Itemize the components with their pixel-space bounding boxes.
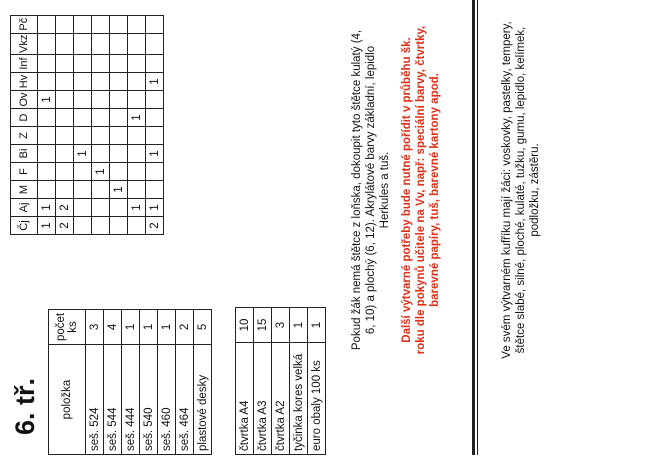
subject-cell: [146, 127, 164, 145]
subject-cell: 1: [146, 145, 164, 163]
subject-cell: [146, 91, 164, 109]
extra-item-count: 1: [290, 308, 308, 343]
table-row: [128, 15, 146, 234]
subject-header: Hv: [11, 73, 38, 91]
subject-cell: [38, 163, 56, 181]
subject-cell: [56, 73, 74, 91]
subject-cell: [38, 181, 56, 199]
subject-cell: [110, 109, 128, 127]
subject-cell: [74, 33, 92, 54]
subject-header: Inf: [11, 55, 38, 73]
subject-cell: 1: [38, 217, 56, 235]
subject-cell: [110, 127, 128, 145]
subject-cell: [38, 73, 56, 91]
item-count: 2: [176, 309, 194, 344]
subject-cell: [56, 55, 74, 73]
table-row: [56, 15, 74, 234]
subject-cell: 1: [38, 91, 56, 109]
subject-cell: [74, 127, 92, 145]
subject-header: M: [11, 181, 38, 199]
table-row: [104, 309, 122, 454]
subject-cell: [74, 91, 92, 109]
item-name: seš. 464: [176, 345, 194, 455]
item-name: plastové desky: [194, 345, 212, 455]
subject-cell: [128, 181, 146, 199]
subject-cell: [92, 127, 110, 145]
column-header-item: položka: [49, 345, 86, 455]
subject-header: Vkz: [11, 33, 38, 54]
subject-cell: [92, 73, 110, 91]
item-count: 3: [86, 309, 104, 344]
extra-item-name: čtvrtka A2: [272, 343, 290, 455]
item-count: 1: [122, 309, 140, 344]
subject-cell: [92, 145, 110, 163]
subject-cell: [110, 33, 128, 54]
item-name: seš. 460: [158, 345, 176, 455]
subject-cell: [92, 181, 110, 199]
subject-cell: [92, 33, 110, 54]
subject-cell: [56, 15, 74, 33]
subject-header: Ov: [11, 91, 38, 109]
brushes-note: Pokud žák nemá štětce z loňska, dokoupit tyto štětce kulatý (4, 6, 10) a plochý (6, 12). Akrylátové barvy základní, lepidlo Herkules a tuš.: [351, 29, 391, 351]
table-row: [86, 309, 104, 454]
subject-cell: [56, 145, 74, 163]
subject-cell: 2: [56, 217, 74, 235]
subject-cell: [74, 109, 92, 127]
subject-cell: [128, 127, 146, 145]
subject-cell: [56, 127, 74, 145]
subject-cell: 2: [146, 217, 164, 235]
subject-cell: [74, 199, 92, 217]
subject-cell: 1: [110, 181, 128, 199]
subject-cell: [146, 163, 164, 181]
table-row: [140, 309, 158, 454]
extra-item-count: 15: [254, 308, 272, 343]
subject-header: Čj: [11, 217, 38, 235]
table-row: [290, 308, 308, 455]
subject-cell: [110, 55, 128, 73]
subject-cell: [110, 217, 128, 235]
subjects-table: [10, 15, 164, 235]
extra-item-name: euro obaly 100 ks: [308, 343, 326, 455]
subject-cell: [56, 163, 74, 181]
extra-item-name: tyčinka kores velká: [290, 343, 308, 455]
items-table: [48, 309, 212, 455]
subject-cell: [74, 73, 92, 91]
subject-header: D: [11, 109, 38, 127]
subject-cell: 1: [74, 145, 92, 163]
subject-cell: 1: [38, 199, 56, 217]
divider: [472, 0, 475, 455]
subject-cell: [110, 91, 128, 109]
art-case-note: Ve svém výtvarném kufříku mají žáci: voskovky, pastelky, tempery, štětce slabé, silné, ploché, kulaté, tužku, gumu, lepidlo, kelímek, podložku, zástěru.: [501, 21, 541, 359]
items-table-header: [49, 309, 86, 454]
divider-thin: [477, 0, 478, 455]
subject-cell: [146, 15, 164, 33]
subject-cell: 2: [56, 199, 74, 217]
subject-cell: [128, 73, 146, 91]
subject-cell: [146, 109, 164, 127]
table-row: [236, 308, 254, 455]
subject-header: Bi: [11, 145, 38, 163]
subject-cell: [56, 91, 74, 109]
subject-cell: 1: [128, 109, 146, 127]
table-row: [92, 15, 110, 234]
subject-header: Z: [11, 127, 38, 145]
item-count: 4: [104, 309, 122, 344]
table-row: [272, 308, 290, 455]
subject-cell: [146, 33, 164, 54]
additional-supplies-note: Další výtvarné potřeby bude nutné pořídit v průběhu šk. roku dle pokynů učitele na Vv, např: speciální barvy, čtvrtky, barevné papíry, tuš, barevné kartony apod.: [401, 25, 441, 355]
subject-cell: [56, 33, 74, 54]
subject-cell: [38, 15, 56, 33]
extra-item-count: 3: [272, 308, 290, 343]
subject-cell: [146, 181, 164, 199]
item-name: seš. 444: [122, 345, 140, 455]
item-name: seš. 544: [104, 345, 122, 455]
extra-item-name: čtvrtka A4: [236, 343, 254, 455]
subject-cell: [74, 163, 92, 181]
subject-cell: [110, 73, 128, 91]
table-row: [308, 308, 326, 455]
subject-cell: [38, 55, 56, 73]
subject-cell: [74, 181, 92, 199]
table-row: [146, 15, 164, 234]
item-count: 1: [158, 309, 176, 344]
subject-header: F: [11, 163, 38, 181]
subject-cell: 1: [146, 199, 164, 217]
subject-cell: [92, 217, 110, 235]
table-row: [158, 309, 176, 454]
item-name: seš. 524: [86, 345, 104, 455]
subject-cell: 1: [92, 163, 110, 181]
table-row: [110, 15, 128, 234]
subject-header: Pč: [11, 15, 38, 33]
extra-items-table: [235, 307, 326, 455]
subject-cell: [128, 163, 146, 181]
subject-cell: [38, 145, 56, 163]
subject-cell: [110, 199, 128, 217]
column-header-count: počet ks: [49, 309, 86, 344]
subject-cell: [92, 199, 110, 217]
item-name: seš. 540: [140, 345, 158, 455]
subject-cell: [128, 55, 146, 73]
subject-cell: [128, 91, 146, 109]
subject-cell: [74, 15, 92, 33]
subject-cell: [110, 15, 128, 33]
item-count: 5: [194, 309, 212, 344]
subject-cell: [38, 127, 56, 145]
subject-cell: [38, 109, 56, 127]
subject-cell: [92, 15, 110, 33]
subject-cell: [110, 145, 128, 163]
extra-item-count: 10: [236, 308, 254, 343]
subject-cell: [128, 145, 146, 163]
table-row: [254, 308, 272, 455]
subject-cell: 1: [128, 199, 146, 217]
subject-cell: 1: [146, 73, 164, 91]
subject-cell: [56, 181, 74, 199]
subject-cell: [74, 55, 92, 73]
subjects-table-header: [11, 15, 38, 234]
subject-cell: [92, 55, 110, 73]
subject-cell: [56, 109, 74, 127]
extra-item-name: čtvrtka A3: [254, 343, 272, 455]
subject-cell: [92, 109, 110, 127]
extra-item-count: 1: [308, 308, 326, 343]
subject-cell: [128, 15, 146, 33]
subject-cell: [92, 91, 110, 109]
table-row: [74, 15, 92, 234]
item-count: 1: [140, 309, 158, 344]
subject-cell: [128, 217, 146, 235]
table-row: [122, 309, 140, 454]
subject-header: Aj: [11, 199, 38, 217]
subject-cell: [128, 33, 146, 54]
subject-cell: [110, 163, 128, 181]
subject-cell: [74, 217, 92, 235]
subject-cell: [146, 55, 164, 73]
table-row: [194, 309, 212, 454]
table-row: [176, 309, 194, 454]
table-row: [38, 15, 56, 234]
page-title: 6. tř.: [10, 377, 40, 435]
subject-cell: [38, 33, 56, 54]
